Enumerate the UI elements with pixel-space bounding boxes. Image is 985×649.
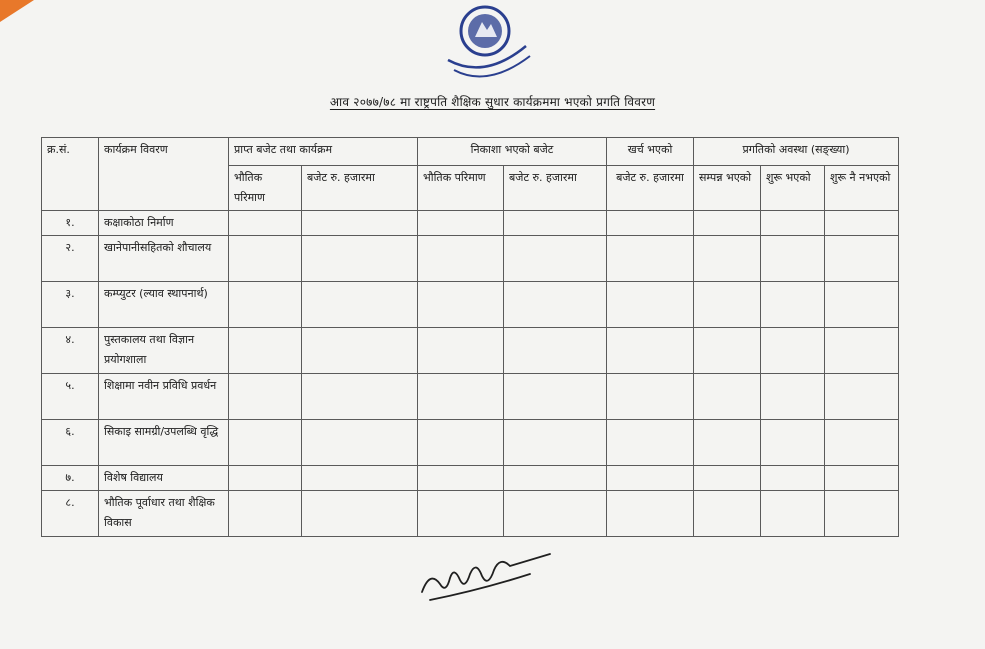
row-sn: १. [42,211,99,236]
row-program: विशेष विद्यालय [99,466,229,491]
progress-table [41,137,899,537]
document-title: आव २०७७/७८ मा राष्ट्रपति शैक्षिक सुधार कार्यक्रममा भएको प्रगति विवरण [329,95,656,109]
header-released-budget: निकाशा भएको बजेट [418,138,607,166]
table-row [42,420,899,466]
orange-corner-mark [0,0,34,22]
signature [410,540,560,610]
row-program: भौतिक पूर्वाधार तथा शैक्षिक विकास [99,491,229,537]
header-not-started: शुरू नै नभएको [825,166,899,211]
row-sn: ७. [42,466,99,491]
row-sn: ८. [42,491,99,537]
row-sn: ५. [42,374,99,420]
header-progress: प्रगतिको अवस्था (सङ्ख्या) [694,138,899,166]
row-program: कक्षाकोठा निर्माण [99,211,229,236]
header-received-budget: प्राप्त बजेट तथा कार्यक्रम [229,138,418,166]
government-seal-icon [430,4,540,90]
header-budget-thousand: बजेट रु. हजारमा [302,166,418,211]
table-row [42,374,899,420]
row-program: पुस्तकालय तथा विज्ञान प्रयोगशाला [99,328,229,374]
header-completed: सम्पन्न भएको [694,166,761,211]
row-program: सिकाइ सामग्री/उपलब्धि वृद्धि [99,420,229,466]
header-spent: खर्च भएको [607,138,694,166]
table-row [42,236,899,282]
row-program: खानेपानीसहितको शौचालय [99,236,229,282]
header-budget-thousand-2: बजेट रु. हजारमा [504,166,607,211]
table-row [42,211,899,236]
row-program: कम्प्युटर (ल्याव स्थापनार्थ) [99,282,229,328]
table-row [42,491,899,537]
header-physical-qty: भौतिक परिमाण [229,166,302,211]
header-sn: क्र.सं. [42,138,99,211]
row-sn: २. [42,236,99,282]
header-program: कार्यक्रम विवरण [99,138,229,211]
row-sn: ३. [42,282,99,328]
row-sn: ६. [42,420,99,466]
header-started: शुरू भएको [761,166,825,211]
row-sn: ४. [42,328,99,374]
table-row [42,282,899,328]
header-spent-sub: बजेट रु. हजारमा [607,166,694,211]
table-row [42,466,899,491]
header-physical-qty-2: भौतिक परिमाण [418,166,504,211]
row-program: शिक्षामा नवीन प्रविधि प्रवर्धन [99,374,229,420]
table-row [42,328,899,374]
